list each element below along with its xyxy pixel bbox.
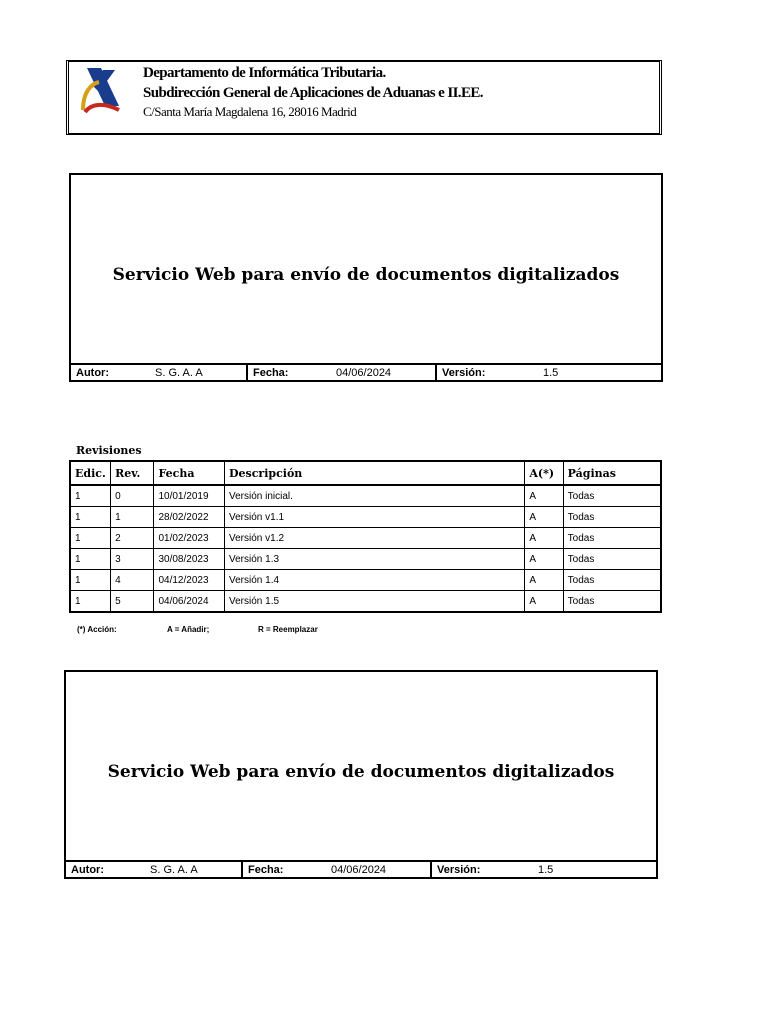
cell-rev: 0 [111,485,154,507]
subdirectorate-name: Subdirección General de Aplicaciones de Aduanas e II.EE. [143,85,483,101]
cell-edic: 1 [70,570,111,591]
legend-anadir: A = Añadir; [167,625,210,634]
cell-edic: 1 [70,549,111,570]
version-value: 1.5 [538,863,554,876]
cell-fecha: 28/02/2022 [154,507,225,528]
cell-descripcion: Versión v1.1 [225,507,525,528]
cell-paginas: Todas [563,485,661,507]
cell-fecha: 10/01/2019 [154,485,225,507]
cell-edic: 1 [70,507,111,528]
header-accion: A(*) [525,461,563,485]
cell-paginas: Todas [563,528,661,549]
table-row [70,507,661,528]
cell-rev: 4 [111,570,154,591]
header-fecha: Fecha [154,461,225,485]
cell-fecha: 04/06/2024 [154,591,225,613]
table-row [70,549,661,570]
cell-edic: 1 [70,591,111,613]
cell-accion: A [525,570,563,591]
table-row [70,570,661,591]
version-label: Versión: [442,366,486,379]
cell-rev: 2 [111,528,154,549]
cell-accion: A [525,549,563,570]
document-title: Servicio Web para envío de documentos digitalizados [112,265,620,285]
version-value: 1.5 [543,366,559,379]
legend-reemplazar: R = Reemplazar [258,625,318,634]
cover-meta-row [66,860,656,877]
cell-accion: A [525,591,563,613]
cell-accion: A [525,485,563,507]
fecha-value: 04/06/2024 [325,862,432,877]
header-edic: Edic. [70,461,111,485]
cell-fecha: 30/08/2023 [154,549,225,570]
document-title: Servicio Web para envío de documentos digitalizados [107,762,615,782]
header-rev: Rev. [111,461,154,485]
table-row [70,591,661,613]
revisions-title: Revisiones [76,444,142,457]
cell-edic: 1 [70,528,111,549]
letterhead [66,60,662,135]
cell-fecha: 01/02/2023 [154,528,225,549]
cell-descripcion: Versión 1.5 [225,591,525,613]
table-header-row [70,461,661,485]
cell-descripcion: Versión 1.3 [225,549,525,570]
cell-rev: 1 [111,507,154,528]
cell-paginas: Todas [563,570,661,591]
fecha-label: Fecha: [248,863,284,876]
cover-meta-row [71,363,661,380]
table-row [70,485,661,507]
cell-descripcion: Versión inicial. [225,485,525,507]
cover-box-2 [64,670,658,879]
cell-accion: A [525,507,563,528]
autor-label: Autor: [76,366,109,379]
cell-edic: 1 [70,485,111,507]
cell-descripcion: Versión 1.4 [225,570,525,591]
autor-label: Autor: [71,863,104,876]
revisions-table [69,460,662,613]
cell-paginas: Todas [563,591,661,613]
header-descripcion: Descripción [225,461,525,485]
autor-value: S. G. A. A [144,862,243,877]
agency-logo-icon [79,66,125,116]
cell-rev: 3 [111,549,154,570]
cell-accion: A [525,528,563,549]
header-paginas: Páginas [563,461,661,485]
address: C/Santa María Magdalena 16, 28016 Madrid [143,104,357,119]
cell-paginas: Todas [563,507,661,528]
autor-value: S. G. A. A [149,365,248,380]
department-name: Departamento de Informática Tributaria. [143,65,386,81]
cover-box-1 [69,173,663,382]
cell-descripcion: Versión v1.2 [225,528,525,549]
fecha-label: Fecha: [253,366,289,379]
fecha-value: 04/06/2024 [330,365,437,380]
cell-rev: 5 [111,591,154,613]
cell-fecha: 04/12/2023 [154,570,225,591]
table-row [70,528,661,549]
cell-paginas: Todas [563,549,661,570]
version-label: Versión: [437,863,481,876]
legend-accion: (*) Acción: [77,625,117,634]
